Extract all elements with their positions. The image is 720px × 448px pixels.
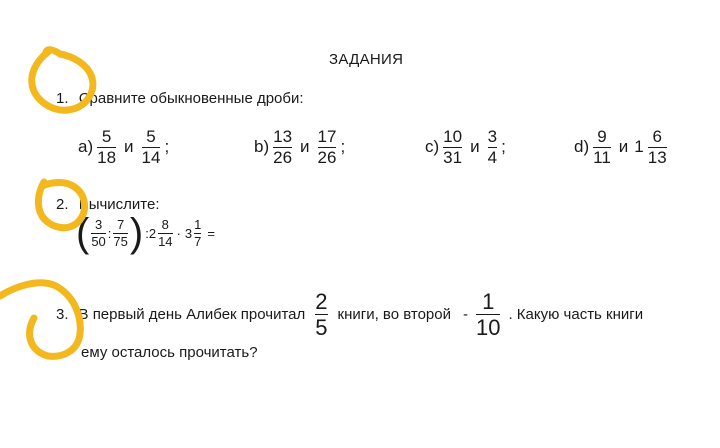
- conjunction: и: [470, 137, 480, 157]
- equals-sign: =: [207, 225, 215, 241]
- page-title: ЗАДАНИЯ: [329, 51, 404, 68]
- denominator: 50: [91, 233, 106, 249]
- denominator: 14: [141, 147, 161, 167]
- numerator: 5: [146, 127, 156, 146]
- numerator: 10: [443, 127, 463, 146]
- numerator: 6: [652, 127, 662, 146]
- task-text-line2: ему осталось прочитать?: [81, 344, 258, 361]
- highlight-circle-1: [32, 50, 93, 110]
- divide-sign: :: [107, 225, 112, 241]
- task-text-part3: . Какую часть книги: [508, 306, 644, 324]
- dash: -: [462, 306, 468, 324]
- numerator: 9: [597, 127, 607, 146]
- numerator: 7: [117, 216, 125, 232]
- whole-part: 1: [634, 137, 644, 157]
- item-tail: ;: [164, 137, 170, 157]
- numerator: 13: [273, 127, 293, 146]
- item-tail: ;: [340, 137, 346, 157]
- conjunction: и: [124, 137, 134, 157]
- divide-by-two: :2: [145, 225, 157, 241]
- denominator: 11: [593, 147, 611, 167]
- denominator: 26: [273, 147, 293, 167]
- denominator: 75: [113, 233, 128, 249]
- item-label: a): [78, 137, 94, 157]
- task-text: Сравните обыкновенные дроби:: [78, 90, 304, 107]
- task-text: Вычислите:: [78, 196, 160, 213]
- whole-part: 3: [184, 225, 193, 241]
- numerator: 1: [482, 289, 495, 314]
- numerator: 8: [161, 216, 169, 232]
- numerator: 2: [315, 289, 328, 314]
- denominator: 18: [97, 147, 117, 167]
- denominator: 10: [475, 315, 501, 341]
- numerator: 1: [194, 216, 202, 232]
- close-paren: ): [129, 211, 144, 255]
- denominator: 4: [487, 147, 498, 167]
- highlight-curve-3: [0, 283, 80, 357]
- denominator: 31: [443, 147, 463, 167]
- task-number: 1.: [56, 90, 69, 107]
- numerator: 3: [94, 216, 103, 232]
- item-label: c): [425, 137, 440, 157]
- numerator: 17: [317, 127, 337, 146]
- multiply-dot: ·: [176, 225, 181, 241]
- item-label: b): [254, 137, 270, 157]
- denominator: 26: [317, 147, 337, 167]
- numerator: 5: [101, 127, 112, 146]
- denominator: 14: [158, 233, 173, 249]
- task-number: 2.: [56, 196, 69, 213]
- item-label: d): [574, 137, 590, 157]
- denominator: 13: [647, 147, 667, 167]
- highlight-circle-2: [38, 182, 84, 228]
- conjunction: и: [300, 137, 310, 157]
- denominator: 5: [315, 315, 328, 341]
- open-paren: (: [76, 211, 90, 255]
- conjunction: и: [618, 137, 629, 157]
- numerator: 3: [487, 127, 498, 146]
- denominator: 7: [194, 233, 202, 249]
- task-text-part1: В первый день Алибек прочитал: [78, 306, 306, 324]
- item-tail: ;: [501, 137, 506, 157]
- task-text-part2: книги, во второй: [337, 306, 451, 324]
- task-number: 3.: [56, 306, 69, 324]
